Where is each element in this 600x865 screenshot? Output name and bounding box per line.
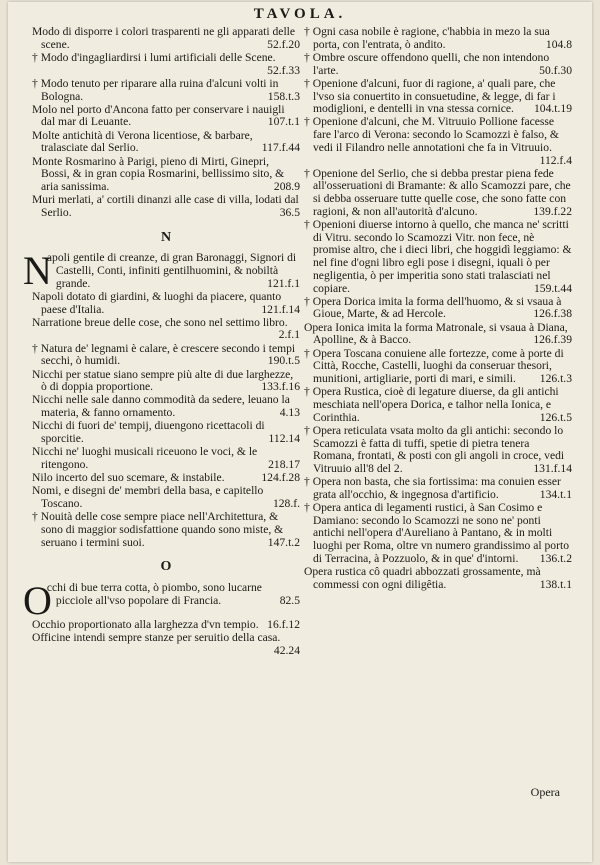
entry-text: † Ogni casa nobile è ragione, c'habbia in mezo la sua porta, con l'entrata, ò andito.	[304, 25, 550, 51]
entry-text: † Opera Dorica imita la forma dell'huomo, & si vsaua à Gioue, Marte, & ad Hercole.	[304, 294, 562, 321]
entry-text: Narratione breue delle cose, che sono nel settimo libro.	[32, 315, 288, 329]
entry-text: Modo di disporre i colori trasparenti ne gli apparati delle scene.	[32, 25, 296, 51]
entry-reference: 126.t.3	[539, 371, 572, 385]
entry-reference: 128.f.	[272, 497, 300, 511]
entry-reference: 138.t.1	[539, 577, 572, 591]
entry-reference: 52.f.33	[267, 63, 300, 77]
entry-reference: 42.24	[273, 643, 300, 657]
entry-reference: 50.f.30	[539, 63, 572, 77]
entry-text: † Opera reticulata vsata molto da gli antichi: secondo lo Scamozzi è fatta di tuffi, spetie di pietra tenera Romana, frontati, & posti con gli angoli in croce, vedi Vitruuio all'8 del 2.	[304, 423, 565, 475]
entry-reference: 104.8	[545, 37, 572, 51]
entry-reference: 126.f.39	[533, 333, 572, 347]
entry-text: Opera rustica cô quadri abbozzati grossamente, mà commessi con ogni diligêtia.	[304, 565, 541, 591]
entry-reference: 117.f.44	[261, 141, 300, 155]
index-entry	[32, 420, 300, 445]
entry-text: † Openione del Serlio, che si debba prestar piena fede all'osseruationi di Bramante: & allo Scamozzi pare, che si debba osseruare tutte quelle cose, che sono fatte con ragioni, & non all'autorità d'alcuno.	[304, 166, 571, 218]
entry-reference: 4.13	[279, 406, 300, 420]
index-entry	[32, 472, 300, 485]
index-entry	[23, 248, 300, 294]
entry-text: Monte Rosmarino à Parigi, pieno di Mirti, Ginepri, Bossi, & in gran copia Rosmarini, bellissimo sito, & aria sanissima.	[32, 154, 285, 193]
entry-text: † Openioni diuerse intorno à quello, che manca ne' scritti di Vitru. secondo lo Scamozzi Vitr. non fece, nè promise altro, che i dieci libri, che hoggidì leggiamo: & nel fine d'ogni libro egli pose i disegni, iquali ò per negligentia, ò per imperitia sono stati tralasciati nel copiare.	[304, 218, 572, 295]
index-entry	[32, 78, 300, 103]
index-entry	[32, 52, 300, 77]
index-entry	[304, 425, 572, 476]
index-entry	[304, 116, 572, 167]
document-page	[8, 2, 592, 862]
index-entry	[304, 566, 572, 591]
index-entry	[32, 26, 300, 51]
index-entry	[32, 446, 300, 471]
index-entry	[304, 219, 572, 295]
entry-text: apoli gentile di creanze, di gran Baronaggi, Signori di Castelli, Conti, infiniti gentilhuomini, & nobiltà grande.	[46, 251, 297, 290]
index-entry	[32, 394, 300, 419]
entry-reference: 158.t.3	[267, 89, 300, 103]
entry-reference: 124.f.28	[261, 471, 300, 485]
entry-reference: 208.9	[273, 179, 300, 193]
entry-text: † Modo tenuto per riparare alla ruina d'alcuni volti in Bologna.	[32, 76, 279, 103]
entry-text: Officine intendi sempre stanze per seruitio della casa.	[32, 630, 281, 644]
entry-text: † Nouità delle cose sempre piace nell'Architettura, & sono di maggior sodisfattione quando sono miste, & seruano i termini suoi.	[32, 510, 284, 549]
index-entry	[304, 296, 572, 321]
index-entry	[304, 168, 572, 219]
entry-reference: 121.f.1	[267, 276, 300, 290]
entry-reference: 121.f.14	[261, 302, 300, 316]
index-entry	[32, 619, 300, 632]
entry-reference: 190.t.5	[267, 354, 300, 368]
index-entry	[32, 485, 300, 510]
entry-text: Nicchi per statue siano sempre più alte di due larghezze, ò di doppia proportione.	[32, 367, 294, 394]
entry-text: † Opera non basta, che sia fortissima: ma conuien esser grata all'occhio, & ingegnosa d'artificio.	[304, 475, 561, 501]
page-header: TAVOLA.	[253, 6, 347, 22]
index-entry	[304, 52, 572, 77]
index-entry	[32, 130, 300, 155]
entry-reference: 107.t.1	[267, 115, 300, 129]
entry-text: Molte antichità di Verona licentiose, & barbare, tralasciate dal Serlio.	[32, 128, 253, 155]
entry-text: Nicchi nelle sale danno commodità da sedere, leuano la materia, & fanno ornamento.	[32, 393, 290, 420]
entry-reference: 131.f.14	[533, 461, 572, 475]
index-entry	[304, 348, 572, 386]
entry-text: † Opera antica di legamenti rustici, à San Cosimo e Damiano: secondo lo Scamozzi ne sono ne' ponti antichi nell'opera d'Aureliano à Pantano, & in molti luoghi per Roma, oltre vn numero grandissimo al porto di Terracina, à Pozzuolo, & in que' d'intorni.	[304, 501, 569, 565]
index-entry	[32, 632, 300, 657]
section-letter: N	[160, 229, 172, 245]
index-entry	[304, 476, 572, 501]
drop-cap: N	[23, 248, 52, 294]
entry-text: Muri merlati, a' cortili dinanzi alle case di villa, lodati dal Serlio.	[32, 193, 299, 219]
entry-text: Nilo incerto del suo scemare, & instabile.	[32, 471, 225, 485]
entry-text: Nicchi ne' luoghi musicali riceuono le voci, & le ritengono.	[32, 445, 258, 471]
entry-text: † Modo d'ingagliardirsi i lumi artificiali delle Scene.	[32, 50, 276, 64]
right-column	[304, 26, 572, 592]
entry-reference: 16.f.12	[267, 617, 300, 631]
index-entry	[32, 343, 300, 368]
index-entry	[32, 104, 300, 129]
entry-reference: 133.f.16	[261, 380, 300, 394]
index-entry	[304, 502, 572, 566]
entry-text: Opera Ionica imita la forma Matronale, si vsaua à Diana, Apolline, & à Bacco.	[304, 320, 568, 347]
section-letter: O	[160, 559, 172, 575]
index-entry	[32, 369, 300, 394]
left-column	[23, 25, 300, 658]
entry-reference: 147.t.2	[267, 535, 300, 549]
index-entry	[304, 386, 572, 424]
entry-reference: 218.17	[268, 458, 300, 471]
entry-reference: 126.f.38	[533, 307, 572, 321]
index-entry	[32, 317, 300, 342]
entry-reference: 112.14	[268, 432, 300, 446]
entry-reference: 52.f.20	[267, 37, 300, 51]
entry-reference: 159.t.44	[533, 281, 572, 295]
entry-reference: 126.t.5	[539, 410, 572, 424]
entry-text: Nomi, e disegni de' membri della basa, e capitello Toscano.	[32, 484, 264, 511]
entry-text: Nicchi di fuori de' tempij, diuengono ricettacoli di sporcitie.	[32, 419, 265, 446]
entry-reference: 82.5	[279, 593, 300, 607]
entry-text: cchi di bue terra cotta, ò piombo, sono lucarne picciole all'vso popolare di Francia.	[46, 581, 262, 607]
drop-cap: O	[23, 578, 52, 624]
index-entry	[32, 511, 300, 549]
entry-text: † Openione d'alcuni, fuor di ragione, a' quali pare, che l'vso sia conuertito in consuetudine, & legge, di far i modiglioni, e dentelli in vna stessa cornice.	[304, 76, 556, 116]
index-entry	[32, 194, 300, 219]
entry-reference: 134.t.1	[539, 487, 572, 501]
entry-text: † Opera Rustica, cioè di legature diuerse, da gli antichi meschiata nell'opera Dorica, e talhor nella Ionica, e Corinthia.	[304, 385, 559, 424]
entry-reference: 139.f.22	[533, 204, 572, 218]
entry-reference: 36.5	[279, 205, 300, 219]
entry-reference: 2.f.1	[278, 328, 300, 342]
index-entry	[304, 78, 572, 116]
catchword: Opera	[530, 785, 560, 799]
index-entry	[304, 26, 572, 51]
entry-text: Molo nel porto d'Ancona fatto per conservare i nauigli dal mar di Leuante.	[32, 102, 285, 129]
entry-text: † Natura de' legnami è calare, è crescere secondo i tempi secchi, ò humidi.	[32, 341, 296, 368]
entry-text: † Openione d'alcuni, che M. Vitruuio Pollione facesse fare l'arco di Verona: secondo lo Scamozzi è falso, & vedi il Filandro nelle annotationi che fa in Vitruuio.	[304, 115, 559, 154]
entry-reference: 104.t.19	[533, 102, 572, 116]
entry-text: Occhio proportionato alla larghezza d'vn tempio.	[32, 617, 259, 631]
entry-text: † Opera Toscana conuiene alle fortezze, come à porte di Città, Rocche, Castelli, luoghi da conseruar thesori, munitioni, artigliarie, porti di mari, e simili.	[304, 346, 564, 385]
index-entry	[32, 156, 300, 194]
index-entry	[32, 291, 300, 316]
index-entry	[304, 322, 572, 347]
entry-text: Napoli dotato di giardini, & luoghi da piacere, quanto paese d'Italia.	[32, 289, 282, 316]
entry-text: † Ombre oscure offendono quelli, che non intendono l'arte.	[304, 50, 550, 77]
entry-reference: 136.t.2	[539, 551, 572, 565]
entry-reference: 112.f.4	[539, 153, 572, 167]
